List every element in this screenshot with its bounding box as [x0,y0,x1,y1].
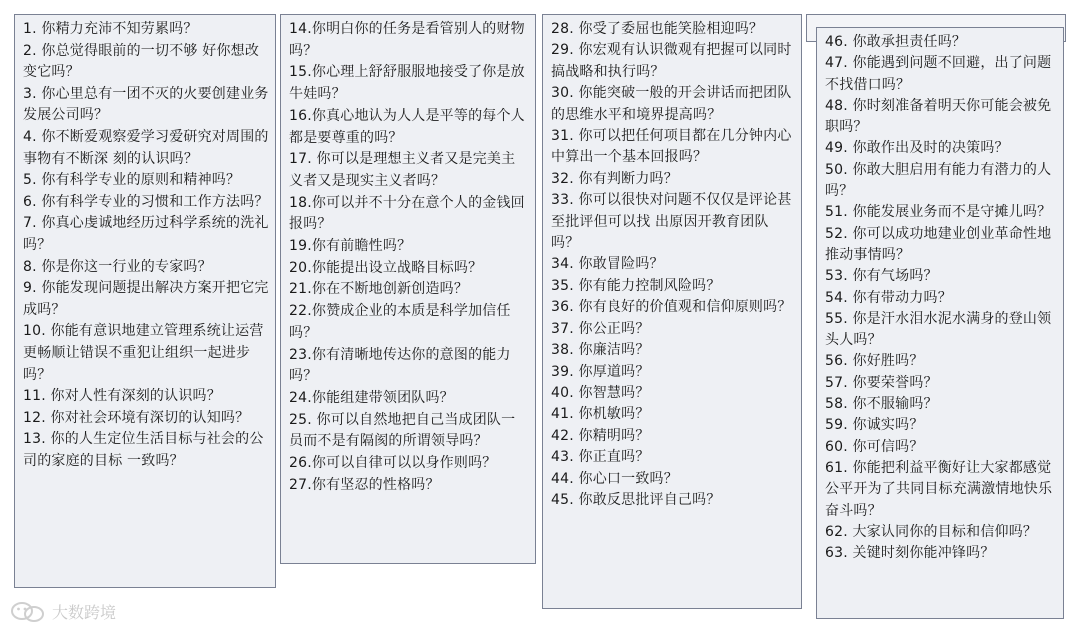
question-item: 63. 关键时刻你能冲锋吗？ [825,545,995,562]
question-column-4 [816,27,1064,619]
question-item: 39. 你厚道吗？ [551,363,650,380]
question-item: 57. 你要荣誉吗？ [825,374,938,391]
question-item: 42. 你精明吗？ [551,427,650,444]
question-item: 44. 你心口一致吗？ [551,470,678,487]
question-item: 4. 你不断爱观察爱学习爱研究对周围的事物有不断深 刻的认识吗？ [23,128,269,167]
wechat-logo-icon [10,601,46,623]
question-item: 58. 你不服输吗？ [825,396,938,413]
question-item: 23.你有清晰地传达你的意图的能力吗？ [289,346,511,385]
question-item: 26.你可以自律可以以身作则吗？ [289,455,497,472]
question-column-2 [280,14,536,564]
question-item: 60. 你可信吗？ [825,438,924,455]
question-column-1 [14,14,276,588]
question-item: 17. 你可以是理想主义者又是完美主义者又是现实主义者吗？ [289,151,516,189]
question-item: 61. 你能把利益平衡好让大家都感觉公平开为了共同目标充满激情地快乐奋斗吗？ [825,459,1053,519]
question-item: 3. 你心里总有一团不灭的火要创建业务发展公司吗？ [23,85,269,124]
question-item: 12. 你对社会环境有深切的认知吗？ [23,409,250,426]
question-item: 35. 你有能力控制风险吗？ [551,277,721,294]
question-item: 2. 你总觉得眼前的一切不够 好你想改变它吗？ [23,42,260,81]
question-item: 6. 你有科学专业的习惯和工作方法吗？ [23,193,269,210]
question-item: 36. 你有良好的价值观和信仰原则吗？ [551,299,792,316]
question-item: 55. 你是汗水泪水泥水满身的登山领头人吗？ [825,310,1052,349]
question-item: 46. 你敢承担责任吗？ [825,34,967,50]
question-item: 37. 你公正吗？ [551,320,650,337]
question-item: 11. 你对人性有深刻的认识吗？ [23,388,221,405]
question-item: 10. 你能有意识地建立管理系统让运营更畅顺让错误不重犯让组织一起进步吗？ [23,323,264,383]
question-item: 29. 你宏观有认识微观有把握可以同时搞战略和执行吗？ [551,42,792,80]
question-item: 28. 你受了委屈也能笑脸相迎吗？ [551,21,764,37]
question-column-3 [542,14,802,609]
question-item: 19.你有前瞻性吗？ [289,238,412,255]
question-item: 52. 你可以成功地建业创业革命性地推动事情吗？ [825,225,1052,263]
question-item: 40. 你智慧吗？ [551,384,650,401]
question-item: 53. 你有气场吗？ [825,268,938,285]
question-item: 7. 你真心虔诚地经历过科学系统的洗礼吗？ [23,215,269,253]
question-item: 31. 你可以把任何项目都在几分钟内心中算出一个基本回报吗？ [551,128,792,166]
question-item: 34. 你敢冒险吗？ [551,256,664,273]
question-item: 9. 你能发现问题提出解决方案开把它完成吗？ [23,280,269,318]
question-item: 5. 你有科学专业的原则和精神吗？ [23,172,241,189]
question-item: 8. 你是你这一行业的专家吗？ [23,258,212,275]
question-item: 20.你能提出设立战略目标吗？ [289,259,483,276]
question-item: 50. 你敢大胆启用有能力有潜力的人吗？ [825,161,1052,200]
question-item: 22.你赞成企业的本质是科学加信任吗？ [289,303,511,341]
question-item: 13. 你的人生定位生活目标与社会的公司的家庭的目标 一致吗？ [23,431,264,469]
question-item: 49. 你敢作出及时的决策吗？ [825,140,1009,157]
question-item: 47. 你能遇到问题不回避，出了问题不找借口吗？ [825,55,1052,93]
question-item: 27.你有坚忍的性格吗？ [289,476,440,493]
question-item: 45. 你敢反思批评自己吗？ [551,491,721,508]
question-item: 16.你真心地认为人人是平等的每个人都是要尊重的吗？ [289,107,525,146]
question-item: 25. 你可以自然地把自己当成团队一员而不是有隔阂的所谓领导吗？ [289,411,516,450]
question-item: 1. 你精力充沛不知劳累吗？ [23,21,198,37]
question-item: 33. 你可以很快对问题不仅仅是评论甚至批评但可以找 出原因开教育团队吗？ [551,192,792,252]
question-item: 32. 你有判断力吗？ [551,170,678,187]
question-item: 54. 你有带动力吗？ [825,289,952,306]
question-item: 48. 你时刻准备着明天你可能会被免职吗？ [825,97,1052,136]
question-item: 21.你在不断地创新创造吗？ [289,281,469,298]
question-item: 15.你心理上舒舒服服地接受了你是放牛娃吗？ [289,64,525,103]
question-item: 59. 你诚实吗？ [825,417,924,434]
question-item: 18.你可以并不十分在意个人的金钱回报吗？ [289,194,525,233]
question-item: 51. 你能发展业务而不是守摊儿吗？ [825,204,1052,221]
question-item: 24.你能组建带领团队吗？ [289,389,454,406]
question-item: 62. 大家认同你的目标和信仰吗？ [825,523,1038,540]
question-item: 38. 你廉洁吗？ [551,342,650,359]
question-item: 43. 你正直吗？ [551,449,650,466]
question-item: 41. 你机敏吗？ [551,406,650,423]
watermark [10,600,116,623]
question-item: 56. 你好胜吗？ [825,353,924,370]
question-item: 14.你明白你的任务是看管别人的财物吗？ [289,21,525,59]
question-item: 30. 你能突破一般的开会讲话而把团队的思维水平和境界提高吗？ [551,85,792,123]
watermark-text: 大数跨境 [52,603,117,622]
